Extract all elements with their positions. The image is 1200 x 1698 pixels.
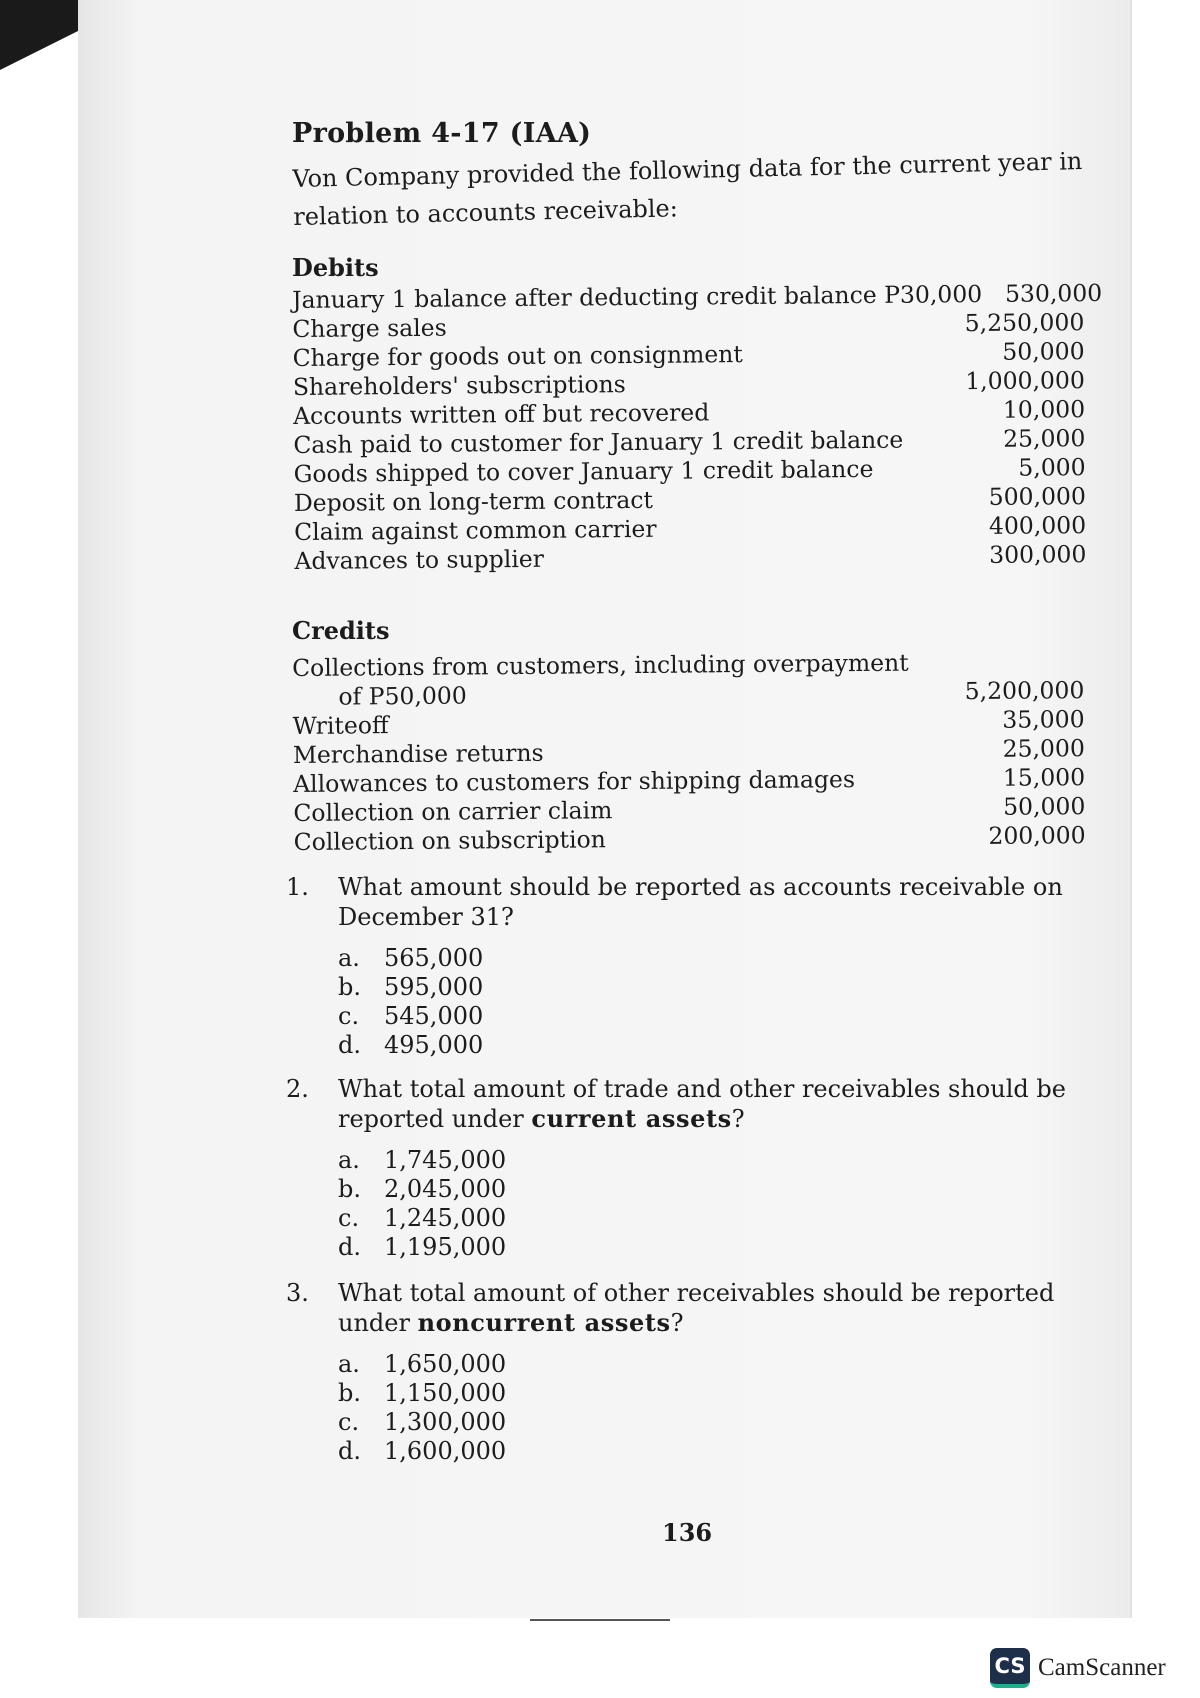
debit-amount: 400,000: [988, 511, 1087, 540]
debit-label: Cash paid to customer for January 1 credit balance: [293, 425, 904, 459]
debit-label: Shareholders' subscriptions: [292, 370, 626, 401]
credit-amount: 25,000: [1002, 734, 1085, 763]
question-text: What amount should be reported as accounts receivable on December 31?: [338, 873, 1063, 931]
question-1: [286, 872, 1101, 1060]
credits-list: [292, 647, 1086, 857]
choice-value: 2,045,000: [384, 1175, 507, 1203]
debit-label: Goods shipped to cover January 1 credit balance: [293, 454, 874, 488]
debit-amount: 5,250,000: [964, 308, 1085, 338]
debit-amount: 25,000: [1003, 424, 1086, 453]
question-number: 2.: [286, 1075, 309, 1103]
choice-letter: c.: [338, 1408, 360, 1436]
credit-label: Merchandise returns: [292, 738, 544, 769]
choice-value: 1,245,000: [384, 1204, 507, 1232]
answer-choices: [338, 944, 1101, 1060]
question-number: 1.: [286, 873, 309, 901]
answer-choice: [338, 1031, 1101, 1060]
problem-intro: Von Company provided the following data for the current year in relation to accounts receivable:: [292, 147, 1083, 231]
credit-amount: 50,000: [1003, 792, 1086, 821]
answer-choice: [338, 1437, 1101, 1466]
question-2-prompt: [286, 1074, 1101, 1134]
camscanner-text: CamScanner: [1038, 1654, 1166, 1681]
bottom-rule: [530, 1619, 670, 1621]
question-text-start: What total amount of trade and other receivables should be reported under: [338, 1075, 1066, 1133]
debits-heading: Debits: [292, 253, 379, 282]
choice-value: 1,745,000: [384, 1146, 507, 1174]
credit-label: Collection on carrier claim: [293, 796, 613, 827]
choice-value: 545,000: [384, 1002, 484, 1030]
answer-choice: [338, 1233, 1101, 1262]
answer-choice: [338, 1146, 1101, 1175]
choice-letter: c.: [338, 1204, 360, 1232]
debit-amount: 500,000: [988, 482, 1086, 511]
debit-amount: 300,000: [989, 540, 1087, 569]
choice-value: 1,195,000: [384, 1233, 507, 1261]
debit-label: Deposit on long-term contract: [293, 485, 654, 517]
debit-label: January 1 balance after deducting credit balance P30,000: [292, 279, 983, 314]
debit-label: Advances to supplier: [294, 544, 545, 575]
page-number: 136: [662, 1518, 713, 1547]
debit-amount: 10,000: [1002, 395, 1086, 424]
answer-choice: [338, 1350, 1101, 1379]
answer-choice: [338, 1002, 1101, 1031]
credit-amount: 35,000: [1002, 705, 1085, 734]
answer-choice: [338, 1204, 1101, 1233]
credit-amount: 15,000: [1002, 763, 1086, 792]
debit-label: Claim against common carrier: [294, 514, 657, 546]
credit-label: Collection on subscription: [293, 825, 606, 856]
choice-letter: d.: [338, 1233, 361, 1261]
answer-choice: [338, 1379, 1101, 1408]
choice-letter: b.: [338, 973, 361, 1001]
question-text: [338, 1074, 1101, 1134]
debit-amount: 1,000,000: [965, 366, 1085, 396]
camscanner-logo-icon: CS: [990, 1648, 1030, 1688]
question-1-prompt: [286, 872, 1101, 932]
question-text-start: What total amount of other receivables should be reported under: [338, 1279, 1055, 1337]
choice-value: 565,000: [384, 944, 484, 972]
choice-value: 1,600,000: [384, 1437, 507, 1465]
credit-label: Writeoff: [292, 711, 389, 740]
credit-label: Allowances to customers for shipping damages: [293, 765, 856, 798]
answer-choice: [338, 944, 1101, 973]
debit-amount: 530,000: [1004, 278, 1103, 308]
answer-choice: [338, 1408, 1101, 1437]
problem-title: Problem 4-17 (IAA): [292, 118, 592, 149]
choice-letter: b.: [338, 1175, 361, 1203]
choice-letter: d.: [338, 1031, 361, 1059]
answer-choice: [338, 1175, 1101, 1204]
choice-letter: a.: [338, 1146, 360, 1174]
choice-letter: d.: [338, 1437, 361, 1465]
choice-letter: b.: [338, 1379, 361, 1407]
question-3-prompt: [286, 1278, 1101, 1338]
question-2: [286, 1074, 1101, 1262]
question-emphasis: current assets: [531, 1104, 732, 1133]
question-3: [286, 1278, 1101, 1466]
credit-label-continued: of P50,000: [338, 681, 467, 711]
credit-label: Collections from customers, including overpayment: [292, 648, 909, 682]
choice-value: 595,000: [384, 973, 484, 1001]
question-number: 3.: [286, 1279, 309, 1307]
question-emphasis: noncurrent assets: [417, 1308, 671, 1337]
debit-amount: 5,000: [1018, 453, 1086, 482]
question-text-end: ?: [731, 1105, 745, 1133]
debit-label: Charge sales: [292, 313, 447, 343]
debits-list: [292, 278, 1103, 576]
credit-amount: 200,000: [988, 821, 1086, 850]
choice-value: 1,150,000: [384, 1379, 507, 1407]
choice-letter: c.: [338, 1002, 360, 1030]
choice-value: 1,650,000: [384, 1350, 507, 1378]
question-text: [338, 1278, 1101, 1338]
debit-label: Charge for goods out on consignment: [292, 340, 743, 372]
camscanner-watermark: [990, 1648, 1166, 1688]
debit-amount: 50,000: [1002, 337, 1085, 366]
answer-choices: [338, 1350, 1101, 1466]
answer-choice: [338, 973, 1101, 1002]
answer-choices: [338, 1146, 1101, 1262]
credit-amount: 5,200,000: [964, 676, 1085, 706]
choice-letter: a.: [338, 1350, 360, 1378]
credits-heading: Credits: [292, 616, 390, 645]
debit-label: Accounts written off but recovered: [293, 398, 710, 430]
choice-value: 1,300,000: [384, 1408, 507, 1436]
question-text-end: ?: [670, 1309, 684, 1337]
choice-value: 495,000: [384, 1031, 484, 1059]
choice-letter: a.: [338, 944, 360, 972]
